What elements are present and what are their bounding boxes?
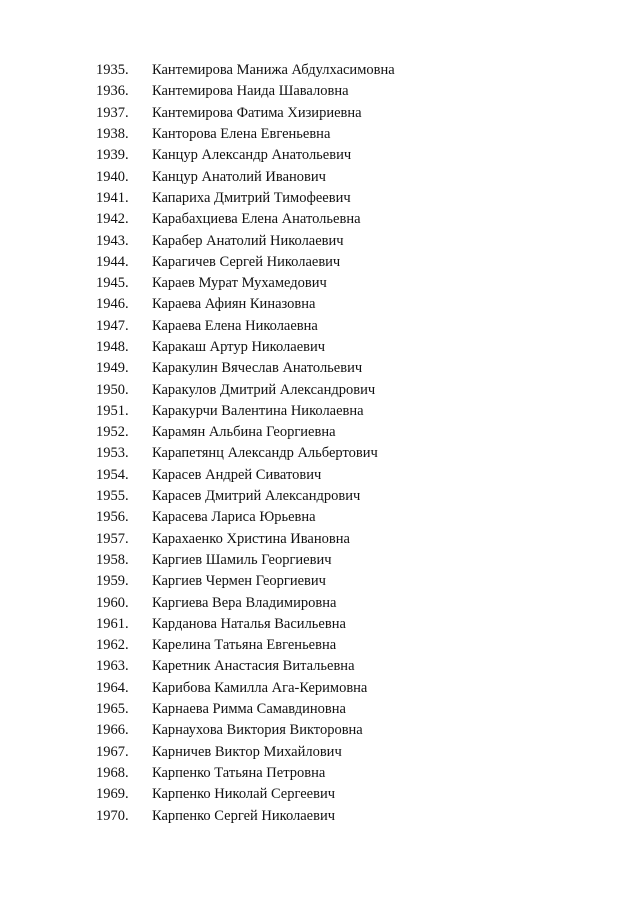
list-item [96, 273, 395, 294]
entry-number: 1962. [96, 637, 129, 654]
list-item [96, 720, 395, 741]
entry-name: Карабахциева Елена Анатольевна [152, 211, 361, 228]
entry-name: Карпенко Николай Сергеевич [152, 786, 336, 803]
entry-number: 1952. [96, 424, 129, 441]
entry-number: 1941. [96, 189, 129, 206]
entry-name: Карничев Виктор Михайлович [152, 743, 342, 760]
list-item [96, 358, 395, 379]
entry-number: 1969. [96, 786, 129, 803]
list-item [96, 571, 395, 592]
entry-name: Кантемирова Фатима Хизириевна [152, 104, 362, 121]
entry-name: Карпенко Сергей Николаевич [152, 807, 336, 824]
list-item [96, 209, 395, 230]
entry-name: Капариха Дмитрий Тимофеевич [152, 189, 351, 206]
entry-number: 1966. [96, 722, 129, 739]
list-item [96, 124, 395, 145]
entry-name: Каракаш Артур Николаевич [152, 339, 326, 355]
entry-name: Карапетянц Александр Альбертович [152, 445, 378, 462]
entry-number: 1953. [96, 445, 129, 462]
entry-number: 1942. [96, 211, 129, 228]
entry-name: Каракулов Дмитрий Александрович [152, 381, 376, 398]
list-item [96, 678, 395, 699]
entry-number: 1960. [96, 594, 129, 611]
entry-number: 1939. [96, 147, 129, 164]
list-item [96, 337, 395, 358]
list-item [96, 592, 395, 613]
list-item [96, 252, 395, 273]
list-item [96, 443, 395, 464]
entry-name: Караева Афиян Киназовна [152, 296, 316, 313]
entry-number: 1958. [96, 551, 129, 568]
entry-number: 1944. [96, 253, 129, 270]
list-item [96, 465, 395, 486]
list-item [96, 188, 395, 209]
entry-number: 1968. [96, 764, 129, 781]
entry-name: Каракулин Вячеслав Анатольевич [152, 360, 363, 377]
list-item [96, 486, 395, 507]
list-item [96, 401, 395, 422]
list-item [96, 81, 395, 102]
list-item [96, 614, 395, 635]
entry-name: Карасев Андрей Сиватович [152, 466, 322, 483]
entry-name: Карабер Анатолий Николаевич [152, 232, 344, 249]
entry-name: Карамян Альбина Георгиевна [152, 424, 336, 441]
entry-number: 1964. [96, 679, 129, 696]
list-item [96, 294, 395, 315]
list-item [96, 656, 395, 677]
entry-number: 1948. [96, 339, 129, 355]
entry-name: Карибова Камилла Ага-Керимовна [152, 679, 368, 696]
list-item [96, 742, 395, 763]
entry-number: 1943. [96, 232, 129, 249]
entry-number: 1957. [96, 530, 129, 547]
entry-number: 1954. [96, 466, 129, 483]
entry-name: Каретник Анастасия Витальевна [152, 658, 355, 675]
list-item [96, 529, 395, 550]
list-item [96, 316, 395, 337]
list-item [96, 230, 395, 251]
entry-name: Канцур Анатолий Иванович [152, 168, 326, 185]
entry-name: Карнаухова Виктория Викторовна [152, 722, 363, 739]
entry-number: 1940. [96, 168, 129, 185]
entry-number: 1937. [96, 104, 129, 121]
list-item [96, 784, 395, 805]
entry-number: 1951. [96, 402, 129, 419]
list-item [96, 805, 395, 826]
entry-number: 1950. [96, 381, 129, 398]
list-item [96, 60, 395, 81]
entry-number: 1959. [96, 573, 129, 590]
entry-number: 1936. [96, 83, 129, 100]
entry-number: 1947. [96, 317, 129, 334]
entry-name: Кантемирова Наида Шаваловна [152, 83, 349, 100]
entry-number: 1938. [96, 126, 129, 143]
entry-name: Каргиев Шамиль Георгиевич [152, 551, 332, 568]
list-item [96, 635, 395, 656]
entry-name: Канторова Елена Евгеньевна [152, 126, 331, 143]
entry-name: Карданова Наталья Васильевна [152, 615, 346, 632]
entry-name: Каракурчи Валентина Николаевна [152, 402, 364, 419]
list-item [96, 422, 395, 443]
entry-name: Кантемирова Манижа Абдулхасимовна [152, 62, 395, 79]
list-item [96, 550, 395, 571]
entry-number: 1970. [96, 807, 129, 824]
entry-name: Карасева Лариса Юрьевна [152, 509, 316, 526]
list-item [96, 507, 395, 528]
entry-name: Карелина Татьяна Евгеньевна [152, 637, 337, 654]
entry-name: Карасев Дмитрий Александрович [152, 488, 361, 505]
list-item [96, 699, 395, 720]
entry-number: 1961. [96, 615, 129, 632]
entry-name: Карагичев Сергей Николаевич [152, 253, 341, 270]
entry-number: 1935. [96, 62, 129, 79]
entry-name: Караева Елена Николаевна [152, 317, 318, 334]
entry-name: Канцур Александр Анатольевич [152, 147, 352, 164]
entry-name: Караев Мурат Мухамедович [152, 275, 327, 292]
list-item [96, 103, 395, 124]
entry-name: Каргиева Вера Владимировна [152, 594, 337, 611]
entry-name: Карнаева Римма Самавдиновна [152, 701, 346, 718]
numbered-name-list [96, 60, 395, 827]
entry-name: Каргиев Чермен Георгиевич [152, 573, 326, 590]
entry-number: 1949. [96, 360, 129, 377]
list-item [96, 145, 395, 166]
entry-number: 1946. [96, 296, 129, 313]
entry-number: 1945. [96, 275, 129, 292]
entry-name: Карпенко Татьяна Петровна [152, 764, 326, 781]
entry-name: Карахаенко Христина Ивановна [152, 530, 350, 547]
list-item [96, 763, 395, 784]
entry-number: 1963. [96, 658, 129, 675]
list-item [96, 379, 395, 400]
entry-number: 1956. [96, 509, 129, 526]
entry-number: 1965. [96, 701, 129, 718]
entry-number: 1955. [96, 488, 129, 505]
entry-number: 1967. [96, 743, 129, 760]
list-item [96, 166, 395, 187]
